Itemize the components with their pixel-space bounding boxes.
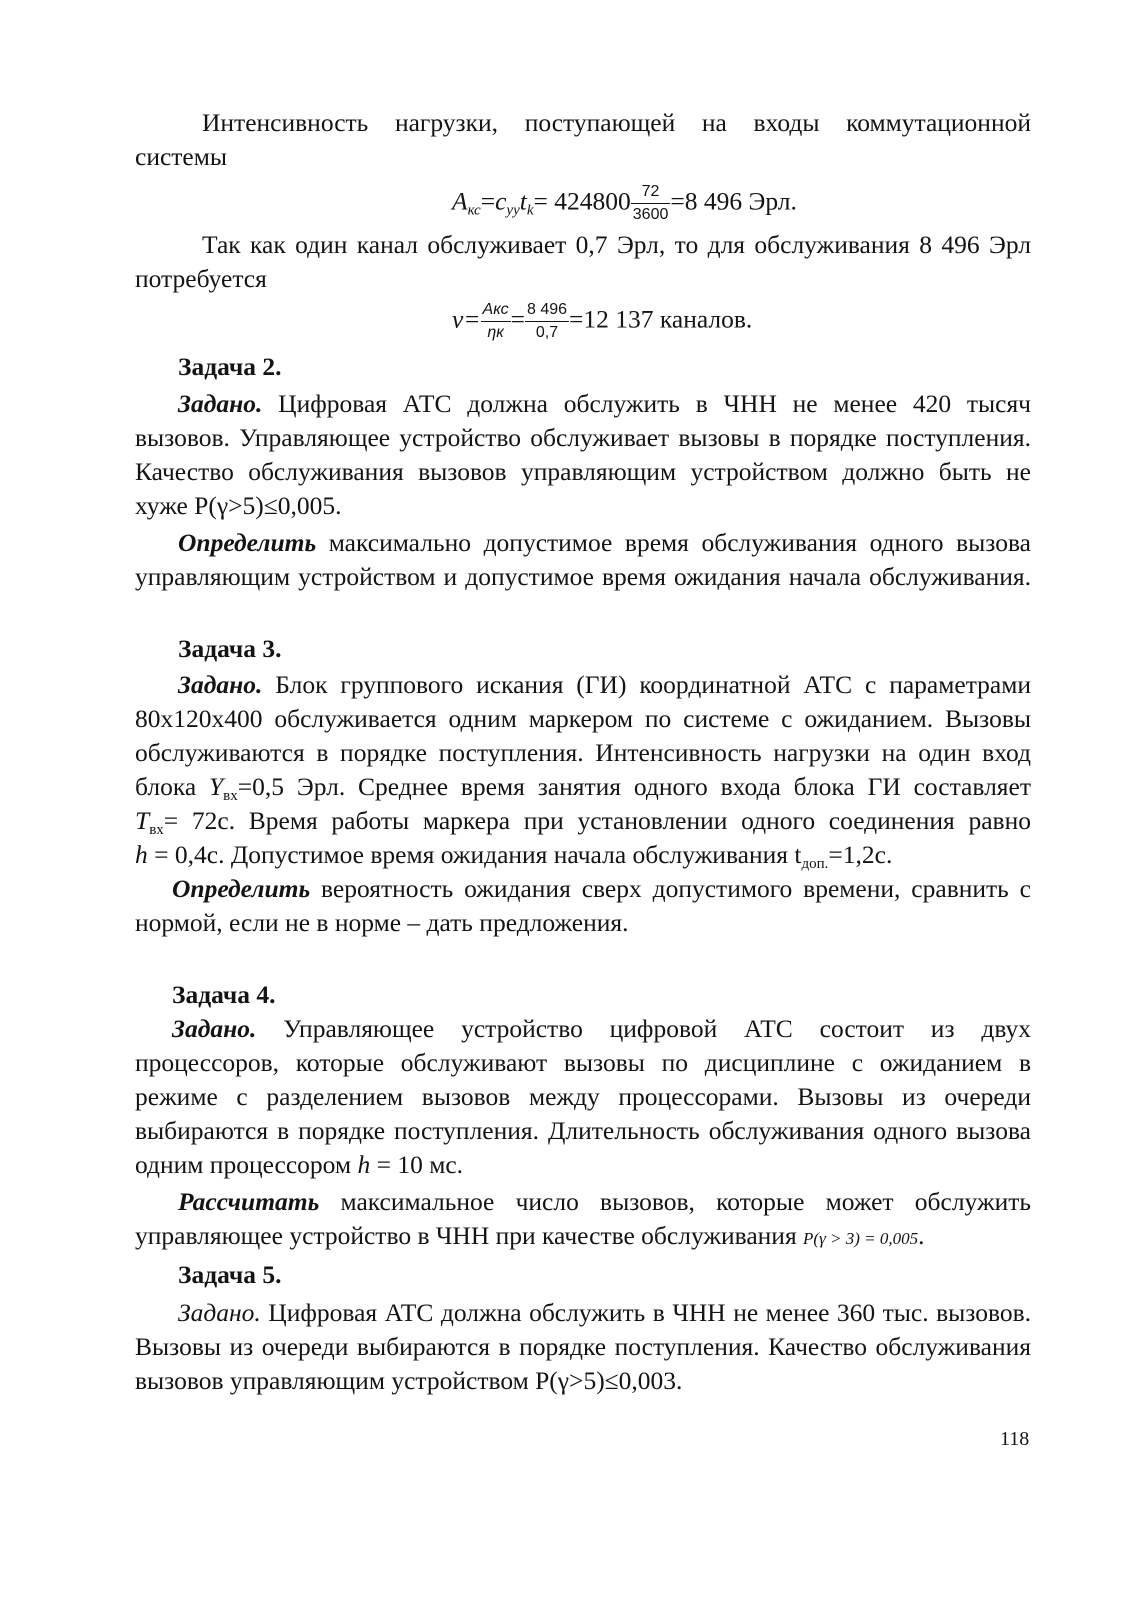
- paragraph-line: управляющим устройством и допустимое время ожидания начала обслуживания.: [135, 562, 1031, 591]
- paragraph-line: Интенсивность нагрузки, поступающей на входы коммутационной: [202, 108, 1031, 137]
- paragraph-line: потребуется: [135, 264, 267, 293]
- paragraph-line: Задано. Управляющее устройство цифровой АТС состоит из двух: [172, 1014, 1031, 1043]
- paragraph-line: Определить максимально допустимое время обслуживания одного вызова: [178, 528, 1031, 557]
- task-heading: Задача 5.: [178, 1260, 282, 1289]
- formula-channels: v= $\frac{\text{Aкс}}{\eta к}$ = $\frac{8 496}{0,7}$ =12 137 каналов.: [452, 301, 753, 341]
- paragraph-line: h = 0,4с. Допустимое время ожидания начала обслуживания $t_{доп.}=1,2с$.: [135, 840, 893, 872]
- paragraph-line: Задано. Цифровая АТС должна обслужить в ЧНН не менее 420 тысяч: [178, 389, 1031, 418]
- fraction: $\frac{72}{3600}$: [632, 183, 669, 223]
- fraction: $\frac{8 496}{0,7}$: [526, 301, 568, 341]
- paragraph-line: вызовов управляющим устройством P(γ>5)≤0,003.: [135, 1366, 683, 1395]
- paragraph-line: блока $Y_{вх}=0,5$ Эрл. Среднее время занятия одного входа блока ГИ составляет: [135, 772, 1032, 804]
- fraction: $\frac{\text{Aкс}}{\eta к}$: [482, 301, 509, 341]
- task-heading: Задача 2.: [178, 352, 282, 381]
- paragraph-line: Вызовы из очереди выбираются в порядке поступления. Качество обслуживания: [135, 1332, 1031, 1361]
- paragraph-line: Рассчитать максимальное число вызовов, которые может обслужить: [178, 1187, 1031, 1216]
- page-number: 118: [1000, 1428, 1030, 1450]
- paragraph-line: хуже P(γ>5)≤0,005.: [135, 491, 342, 520]
- paragraph-line: выбираются в порядке поступления. Длительность обслуживания одного вызова: [135, 1116, 1031, 1145]
- paragraph-line: Качество обслуживания вызовов управляющим устройством должно быть не: [135, 457, 1031, 486]
- paragraph-line: Определить вероятность ожидания сверх допустимого времени, сравнить с: [172, 874, 1031, 903]
- paragraph-line: режиме с разделением вызовов между процессорами. Вызовы из очереди: [135, 1082, 1031, 1111]
- task-heading: Задача 4.: [172, 980, 276, 1009]
- paragraph-line: Так как один канал обслуживает 0,7 Эрл, то для обслуживания 8 496 Эрл: [202, 230, 1031, 259]
- paragraph-line: $T_{вх}= 72с$. Время работы маркера при установлении одного соединения равно: [135, 806, 1031, 838]
- formula-load-intensity: Aкс=cууtk= 424800 $\frac{72}{3600}$ =8 496 Эрл.: [452, 183, 797, 223]
- paragraph-line: нормой, если не в норме – дать предложения.: [135, 908, 629, 937]
- paragraph-line: одним процессором h = 10 мс.: [135, 1150, 464, 1179]
- paragraph-line: обслуживаются в порядке поступления. Интенсивность нагрузки на один вход: [135, 738, 1031, 767]
- paragraph-line: 80x120x400 обслуживается одним маркером по системе с ожиданием. Вызовы: [135, 704, 1031, 733]
- paragraph-line: управляющее устройство в ЧНН при качестве обслуживания P(γ > 3) = 0,005.: [135, 1221, 925, 1250]
- paragraph-line: Задано. Блок группового искания (ГИ) координатной АТС с параметрами: [178, 670, 1031, 699]
- formula-quality: P(γ > 3) = 0,005: [803, 1229, 919, 1248]
- paragraph-line: процессоров, которые обслуживают вызовы по дисциплине с ожиданием в: [135, 1048, 1031, 1077]
- paragraph-line: вызовов. Управляющее устройство обслуживает вызовы в порядке поступления.: [135, 423, 1031, 452]
- paragraph-line: Задано. Цифровая АТС должна обслужить в ЧНН не менее 360 тыс. вызовов.: [178, 1298, 1031, 1327]
- task-heading: Задача 3.: [178, 634, 282, 663]
- paragraph-line: системы: [135, 142, 228, 171]
